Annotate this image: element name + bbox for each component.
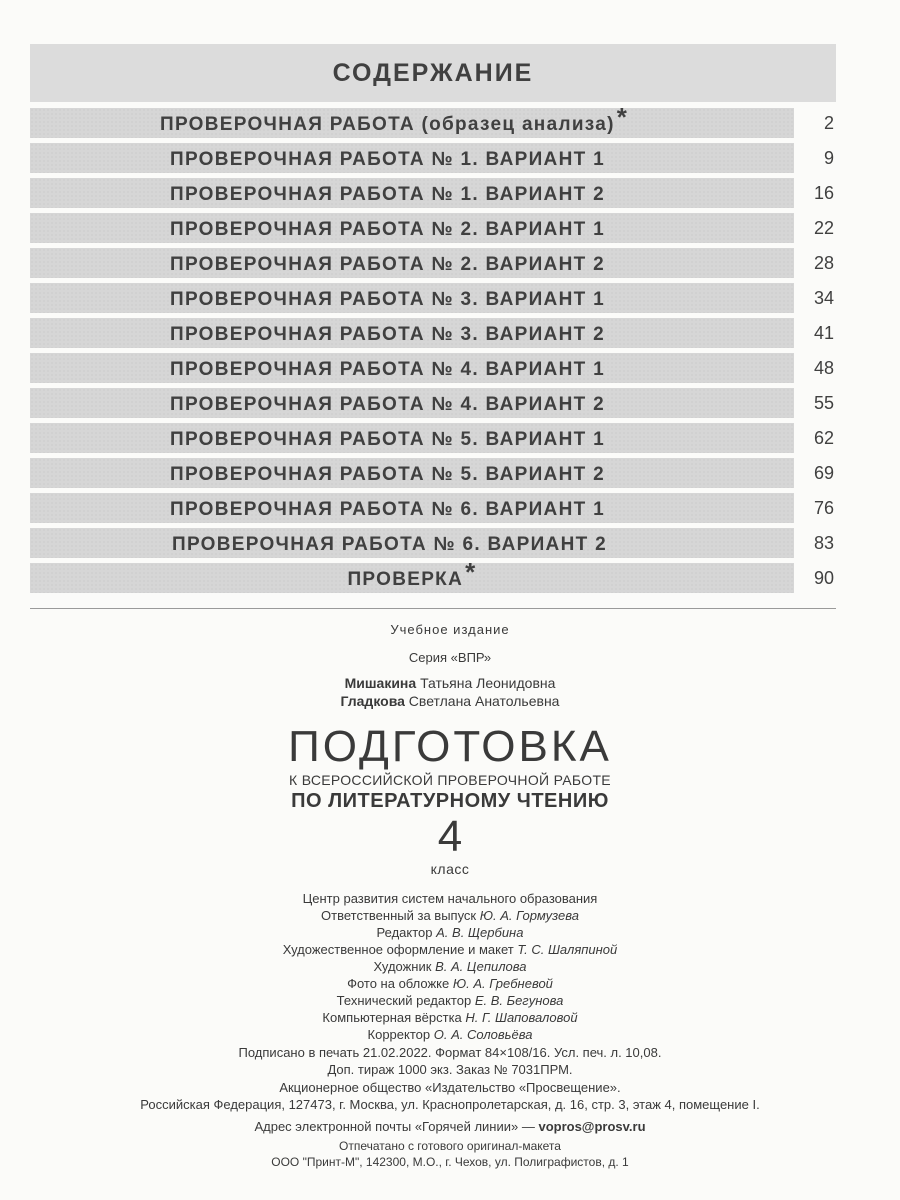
toc-row (30, 178, 836, 208)
toc-entry-title (160, 102, 629, 136)
asterisk-mark: * (616, 102, 629, 132)
toc-bar (30, 318, 794, 348)
credit-role: Компьютерная вёрстка (322, 1010, 462, 1025)
toc-entry-title (170, 217, 607, 241)
toc-bar (30, 557, 794, 593)
toc-page-number: 16 (813, 183, 834, 203)
toc-entry-title (30, 557, 794, 591)
toc-row (30, 318, 836, 348)
credit-person: Е. В. Бегунова (474, 993, 564, 1008)
credit-role: Технический редактор (336, 993, 472, 1008)
toc-page-number: 2 (823, 113, 834, 133)
grade-label: класс (430, 861, 470, 877)
toc-page-number: 62 (813, 428, 834, 448)
credit-line (0, 907, 900, 924)
toc-page-number: 76 (813, 498, 834, 518)
toc-entry-title (170, 462, 607, 486)
toc-row (30, 143, 836, 173)
credit-line (0, 958, 900, 975)
credit-person: Ю. А. Гормузева (479, 908, 579, 923)
credit-line (0, 1009, 900, 1026)
toc-entry-text: ПРОВЕРОЧНАЯ РАБОТА № 4. ВАРИАНТ 2 (170, 394, 605, 415)
toc-entry-text: ПРОВЕРОЧНАЯ РАБОТА № 1. ВАРИАНТ 1 (170, 149, 605, 170)
toc-row (30, 493, 836, 523)
toc-page-number: 41 (813, 323, 834, 343)
credit-role: Редактор (376, 925, 433, 940)
toc-bar (30, 102, 794, 138)
divider (30, 608, 836, 609)
toc-entry-text: ПРОВЕРОЧНАЯ РАБОТА № 3. ВАРИАНТ 2 (170, 324, 605, 345)
toc-entry-title (170, 392, 607, 416)
toc-entry-text: ПРОВЕРОЧНАЯ РАБОТА № 5. ВАРИАНТ 1 (170, 429, 605, 450)
credit-person: В. А. Цепилова (435, 959, 527, 974)
toc-page-number: 55 (813, 393, 834, 413)
toc-entry-title (170, 357, 607, 381)
credit-person: А. В. Щербина (436, 925, 524, 940)
toc-row (30, 213, 836, 243)
print-info-2: Доп. тираж 1000 экз. Заказ № 7031ПРМ. (327, 1062, 573, 1077)
credit-person: О. А. Соловьёва (433, 1027, 533, 1042)
toc-entry-text: ПРОВЕРОЧНАЯ РАБОТА № 1. ВАРИАНТ 2 (170, 184, 605, 205)
toc-entry-text: ПРОВЕРОЧНАЯ РАБОТА № 4. ВАРИАНТ 1 (170, 359, 605, 380)
toc-page-number: 90 (813, 568, 834, 588)
author-surname: Гладкова (340, 693, 405, 709)
toc-row (30, 557, 836, 593)
author-surname: Мишакина (344, 675, 417, 691)
book-subtitle-2: ПО ЛИТЕРАТУРНОМУ ЧТЕНИЮ (291, 790, 609, 812)
toc-row (30, 248, 836, 278)
credit-line (0, 992, 900, 1009)
credit-line (0, 1026, 900, 1043)
hotline-email-line (0, 1119, 900, 1134)
toc-row (30, 102, 836, 138)
publisher-name: Акционерное общество «Издательство «Просвещение». (279, 1080, 621, 1095)
book-subtitle-1: К ВСЕРОССИЙСКОЙ ПРОВЕРОЧНОЙ РАБОТЕ (289, 772, 611, 788)
print-info-1: Подписано в печать 21.02.2022. Формат 84×108/16. Усл. печ. л. 10,08. (238, 1045, 662, 1060)
publisher-address: Российская Федерация, 127473, г. Москва, ул. Краснопролетарская, д. 16, стр. 3, этаж 4, помещение I. (140, 1097, 760, 1112)
toc-bar (30, 283, 794, 313)
toc-entry-title (170, 322, 607, 346)
toc-row (30, 458, 836, 488)
toc-entry-title (170, 427, 607, 451)
toc-entry-text: ПРОВЕРОЧНАЯ РАБОТА № 6. ВАРИАНТ 1 (170, 499, 605, 520)
asterisk-mark: * (465, 557, 477, 587)
toc-row (30, 528, 836, 558)
toc-bar (30, 353, 794, 383)
toc-entry-text: ПРОВЕРОЧНАЯ РАБОТА № 5. ВАРИАНТ 2 (170, 464, 605, 485)
credit-role: Художественное оформление и макет (282, 942, 514, 957)
toc-entry-title (170, 287, 607, 311)
toc-bar (30, 178, 794, 208)
toc-entry-title (170, 252, 607, 276)
edition-type: Учебное издание (390, 622, 510, 637)
toc-row (30, 423, 836, 453)
toc-bar (30, 423, 794, 453)
series: Серия «ВПР» (408, 650, 492, 665)
book-title: ПОДГОТОВКА (288, 722, 612, 771)
toc-heading: СОДЕРЖАНИЕ (332, 58, 534, 87)
printed-note: Отпечатано с готового оригинал-макета (339, 1139, 561, 1153)
author-2 (0, 693, 900, 709)
toc-entry-title (172, 532, 609, 556)
toc-page-number: 22 (813, 218, 834, 238)
credit-person: Ю. А. Гребневой (452, 976, 553, 991)
toc-bar (30, 213, 794, 243)
toc-row (30, 388, 836, 418)
toc-entry-text: ПРОВЕРОЧНАЯ РАБОТА № 2. ВАРИАНТ 1 (170, 219, 605, 240)
toc-entry-title (170, 497, 607, 521)
toc-bar (30, 493, 794, 523)
toc-page-number: 34 (813, 288, 834, 308)
credit-role: Фото на обложке (347, 976, 450, 991)
toc-bar (30, 143, 794, 173)
author-name: Светлана Анатольевна (408, 693, 560, 709)
toc-page-number: 83 (813, 533, 834, 553)
credit-role: Художник (373, 959, 432, 974)
toc-entry-text: ПРОВЕРОЧНАЯ РАБОТА № 2. ВАРИАНТ 2 (170, 254, 605, 275)
toc-header (30, 44, 836, 102)
toc-page-number: 48 (813, 358, 834, 378)
toc-entry-title (170, 182, 607, 206)
toc-page-number: 9 (823, 148, 834, 168)
toc-row (30, 353, 836, 383)
email-address: vopros@prosv.ru (538, 1119, 646, 1134)
toc-row (30, 283, 836, 313)
toc-entry-text: ПРОВЕРОЧНАЯ РАБОТА № 6. ВАРИАНТ 2 (172, 534, 607, 555)
author-name: Татьяна Леонидовна (420, 675, 556, 691)
credit-line (0, 975, 900, 992)
toc-bar (30, 248, 794, 278)
credit-person: Т. С. Шаляпиной (517, 942, 618, 957)
toc-page-number: 69 (813, 463, 834, 483)
toc-entry-text: ПРОВЕРОЧНАЯ РАБОТА № 3. ВАРИАНТ 1 (170, 289, 605, 310)
printer-address: ООО "Принт-М", 142300, М.О., г. Чехов, ул. Полиграфистов, д. 1 (271, 1155, 629, 1169)
email-label: Адрес электронной почты «Горячей линии» — (254, 1119, 535, 1134)
toc-bar (30, 388, 794, 418)
credit-person: Н. Г. Шаповаловой (465, 1010, 578, 1025)
credit-role: Центр развития систем начального образования (302, 891, 598, 906)
toc-entry-text: ПРОВЕРОЧНАЯ РАБОТА (образец анализа) (160, 114, 615, 135)
credit-line (0, 941, 900, 958)
credit-line (0, 890, 900, 907)
credit-line (0, 924, 900, 941)
toc-bar (30, 458, 794, 488)
toc-page-number: 28 (813, 253, 834, 273)
toc-bar (30, 528, 794, 558)
toc-entry-title (170, 147, 607, 171)
author-1 (0, 675, 900, 691)
credit-role: Корректор (367, 1027, 431, 1042)
toc-entry-text: ПРОВЕРКА (347, 569, 464, 590)
grade-number: 4 (437, 812, 463, 861)
credit-role: Ответственный за выпуск (321, 908, 477, 923)
